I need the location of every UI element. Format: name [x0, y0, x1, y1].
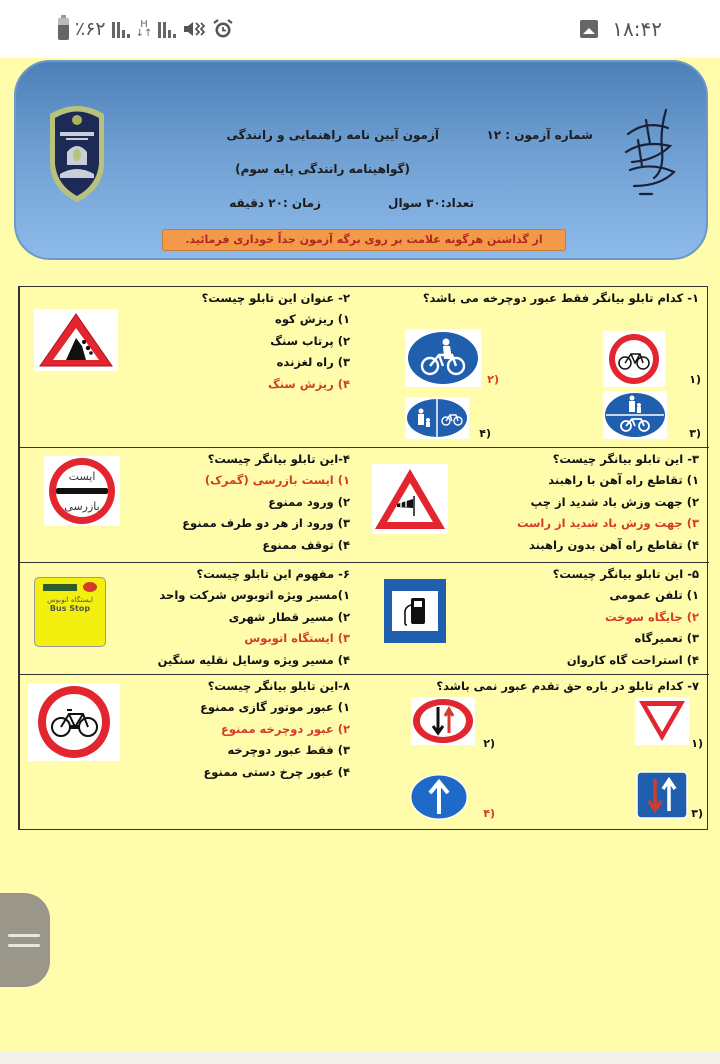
option-2[interactable]: ۲) جهت وزش باد شدید از چپ: [530, 494, 699, 509]
question-count: تعداد:۳۰ سوال: [388, 196, 474, 210]
exam-title: آزمون آیین نامه راهنمایی و رانندگی: [226, 128, 439, 142]
option-1-label: (۱: [689, 373, 701, 386]
option-4-label: (۴: [479, 427, 491, 440]
option-3[interactable]: ۳) تعمیرگاه: [634, 631, 699, 645]
option-4[interactable]: ۴) مسیر ویژه وسایل نقلیه سنگین: [157, 652, 350, 667]
exam-duration: زمان :۲۰ دقیقه: [229, 196, 321, 210]
question-3: [360, 447, 709, 562]
floating-menu-handle[interactable]: [0, 893, 50, 987]
question-1: [360, 287, 709, 447]
option-4-segregated-path-sign-icon[interactable]: [405, 397, 469, 439]
sign-text-bottom: بازرسی: [64, 500, 100, 513]
falling-rocks-warning-sign-icon: [34, 309, 118, 371]
image-notification-icon: [580, 20, 598, 38]
status-bar: [0, 0, 720, 58]
customs-checkpoint-sign-icon: [44, 456, 120, 526]
h-network-icon: H ↓↑: [135, 19, 153, 39]
option-4-correct[interactable]: ۴) ریزش سنگ: [267, 376, 350, 391]
question-title: ۱- کدام تابلو بیانگر فقط عبور دوچرخه می باشد؟: [422, 291, 699, 305]
option-2[interactable]: ۲) مسیر قطار شهری: [228, 609, 350, 624]
option-1[interactable]: ۱) عبور موتور گازی ممنوع: [200, 700, 350, 714]
options-list: [517, 470, 699, 556]
options-list: [158, 585, 350, 671]
bismillah-calligraphy-icon: [616, 100, 682, 204]
question-title: ۳- این تابلو بیانگر چیست؟: [552, 452, 699, 466]
option-2-bicycle-rider-sign-icon[interactable]: [405, 329, 481, 387]
sign-text-en: Bus Stop: [49, 604, 91, 613]
exam-number: شماره آزمون : ۱۲: [486, 128, 593, 142]
option-2-correct[interactable]: ۲) جایگاه سوخت: [605, 609, 699, 624]
signal-icon: [112, 20, 130, 38]
option-4-ahead-only-sign-icon[interactable]: [409, 773, 469, 821]
status-icons-left: [58, 14, 234, 44]
options-list: [268, 309, 350, 395]
option-3[interactable]: ۳) فقط عبور دوچرخه: [227, 743, 350, 757]
option-2-priority-oncoming-sign-icon[interactable]: [411, 697, 475, 745]
option-4[interactable]: ۴) توقف ممنوع: [262, 537, 350, 552]
question-title: ۷- کدام تابلو در باره حق تقدم عبور نمی باشد؟: [436, 679, 699, 693]
mute-vibrate-icon: [182, 19, 206, 39]
option-3[interactable]: ۳) ورود از هر دو طرف ممنوع: [182, 516, 350, 530]
option-1[interactable]: ۱) تلفن عمومی: [609, 588, 699, 602]
system-nav-bar: [0, 1052, 720, 1064]
question-title: ۵- این تابلو بیانگر چیست؟: [552, 567, 699, 581]
option-2[interactable]: ۲) پرتاب سنگ: [270, 333, 350, 348]
sign-text-fa: ایستگاه اتوبوس: [47, 596, 93, 604]
license-type: (گواهینامه رانندگی پایه سوم): [235, 162, 410, 176]
menu-handle-icon: [8, 934, 40, 937]
option-3-correct[interactable]: ۳) جهت وزش باد شدید از راست: [516, 516, 699, 530]
option-2-label: (۲: [487, 373, 499, 386]
traffic-police-emblem-icon: [44, 100, 110, 204]
option-1-yield-sign-icon[interactable]: [635, 697, 689, 745]
warning-banner: از گذاشتن هرگونه علامت بر روی برگه آزمون جداً خوداری فرمائید.: [162, 229, 566, 251]
options-list: [200, 697, 350, 783]
alarm-icon: [212, 18, 234, 40]
menu-handle-icon-line: [8, 944, 40, 947]
bus-stop-sign-icon: [34, 577, 106, 647]
question-5: [360, 562, 709, 674]
sign-text-top: ایست: [68, 470, 96, 483]
question-title: ۸-این تابلو بیانگر چیست؟: [207, 679, 350, 693]
option-3-label: (۳: [691, 807, 703, 820]
option-4-label: (۴: [483, 807, 495, 820]
question-8: [19, 674, 360, 829]
battery-icon: [58, 18, 69, 40]
no-bicycles-sign-icon: [28, 683, 120, 761]
clock: ۱۸:۴۲: [612, 17, 662, 41]
options-list: [567, 585, 699, 671]
option-1[interactable]: ۱) تقاطع راه آهن با راهبند: [548, 473, 699, 487]
option-4[interactable]: ۴) تقاطع راه آهن بدون راهبند: [528, 537, 699, 552]
option-1[interactable]: ۱)مسیر ویژه اتوبوس شرکت واحد: [159, 588, 350, 602]
question-title: ۴-این تابلو بیانگر چیست؟: [207, 452, 350, 466]
signal-icon-2: [158, 20, 176, 38]
exam-header-banner: [14, 60, 708, 260]
crosswind-warning-sign-icon: [372, 464, 448, 534]
option-2[interactable]: ۲) ورود ممنوع: [268, 494, 350, 509]
exam-page: [0, 58, 720, 1052]
option-1-no-bicycles-sign-icon[interactable]: [603, 331, 665, 387]
option-4[interactable]: ۴) استراحت گاه کاروان: [566, 652, 699, 667]
option-4[interactable]: ۴) عبور چرخ دستی ممنوع: [203, 764, 350, 779]
option-3[interactable]: ۳) راه لغزنده: [276, 355, 350, 369]
questions-grid: [18, 286, 708, 830]
option-3-priority-over-oncoming-sign-icon[interactable]: [635, 771, 689, 819]
question-title: ۶- مفهوم این تابلو چیست؟: [196, 567, 350, 581]
option-2-correct[interactable]: ۲) عبور دوچرخه ممنوع: [220, 721, 350, 736]
option-1-correct[interactable]: ۱) ایست بازرسی (گمرک): [204, 473, 350, 487]
option-3-correct[interactable]: ۳) ایستگاه اتوبوس: [244, 631, 350, 645]
question-6: [19, 562, 360, 674]
question-title: ۲- عنوان این تابلو چیست؟: [201, 291, 350, 305]
question-7: [360, 674, 709, 829]
fuel-station-sign-icon: [384, 579, 446, 643]
options-list: [182, 470, 350, 556]
status-icons-right: [580, 14, 662, 44]
option-1[interactable]: ۱) ریزش کوه: [275, 312, 350, 326]
question-2: [19, 287, 360, 447]
question-4: [19, 447, 360, 562]
battery-percent: ٪۶۲: [75, 18, 106, 40]
option-2-label: (۲: [483, 737, 495, 750]
option-1-label: (۱: [691, 737, 703, 750]
option-3-shared-path-sign-icon[interactable]: [603, 391, 667, 439]
option-3-label: (۳: [689, 427, 701, 440]
